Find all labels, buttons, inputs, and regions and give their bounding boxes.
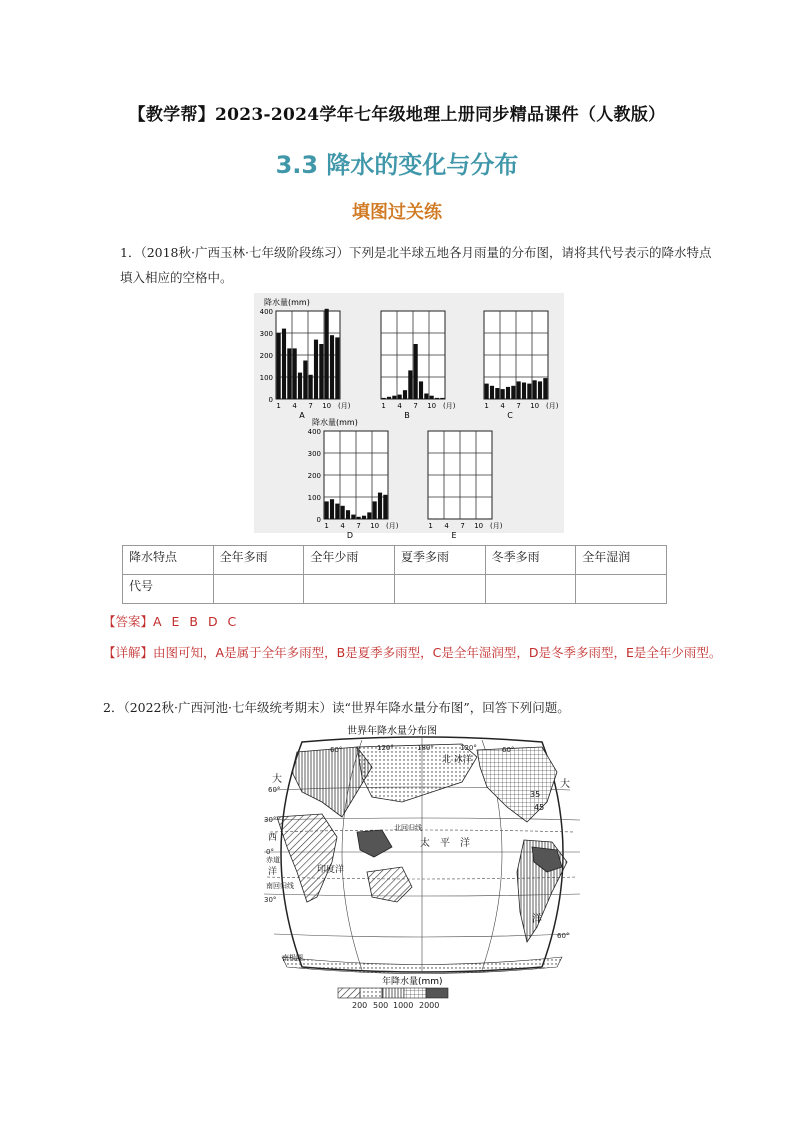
chart-E [428,431,503,540]
chart-bar [330,499,334,519]
answer-text: A E B D C [153,614,240,629]
chart-ylabel: 降水量(mm) [312,418,358,427]
chart-bar [325,501,329,519]
table-cell: 夏季多雨 [394,546,485,575]
chart-bar [287,348,291,399]
label-da-right: 大 [560,779,570,790]
table-cell: 代号 [123,575,214,604]
chart-bar [414,344,418,399]
chart-letter-label: E [451,531,457,540]
label-antarctic: 南极圈 [282,954,303,962]
chart-bar [373,501,377,519]
legend-swatch [360,988,382,998]
chart-x-tick: 4 [397,402,402,410]
table-row-codes [123,575,667,604]
lon-label: 60° [502,746,515,754]
chart-bar [303,361,307,400]
label-35: 35 [530,790,541,799]
chart-bar [533,380,537,399]
chart-bar [309,375,313,399]
legend-swatches [338,988,448,998]
chart-A [260,297,351,420]
label-yang: 洋 [268,867,278,877]
label-chidao: 赤道 [266,856,280,864]
chart-x-tick: 10 [427,402,437,410]
chart-bar [282,329,286,399]
chart-xlabel: (月) [386,522,399,530]
chart-x-tick: 1 [324,522,329,530]
legend-value: 500 [373,1001,389,1010]
legend-value: 2000 [419,1001,440,1010]
chart-bar [351,515,355,519]
chart-xlabel: (月) [490,522,503,530]
chart-x-tick: 10 [322,402,332,410]
answer-table [122,545,667,604]
lesson-title: 3.3 降水的变化与分布 [275,151,519,179]
lon-label: 120° [377,744,394,752]
chart-bar [543,378,547,399]
chart-C [484,311,559,420]
chart-bar [341,506,345,519]
label-da-left: 大 [272,774,282,785]
table-cell-blank[interactable] [213,575,304,604]
chart-x-tick: 7 [413,402,418,410]
table-cell: 全年多雨 [213,546,304,575]
chart-bar [346,510,350,519]
lon-label: 60° [330,746,343,754]
chart-bar [527,384,531,399]
chart-bar [408,370,412,399]
chart-bar [398,395,402,399]
chart-bar [335,504,339,519]
chart-bar [362,516,366,519]
label-tropic-n: 北回归线 [394,824,422,832]
chart-x-tick: 1 [276,402,281,410]
chart-tick-label: 200 [259,352,273,360]
chart-x-tick: 7 [516,402,521,410]
chart-bar [314,340,318,399]
chart-bar [378,493,382,519]
chart-bar [293,348,297,399]
chart-x-tick: 1 [381,402,386,410]
table-cell-blank[interactable] [576,575,667,604]
lat-label: 30° [264,816,277,824]
chart-letter-label: D [346,531,354,540]
chart-x-tick: 4 [340,522,345,530]
legend-swatch [404,988,426,998]
chart-bar [485,384,489,399]
question-2: 2．（2022秋·广西河池·七年级统考期末）读“世界年降水量分布图”，回答下列问题。 [103,700,570,715]
chart-x-tick: 4 [444,522,449,530]
chart-tick-label: 0 [268,396,273,404]
chart-xlabel: (月) [338,402,351,410]
chart-bar [367,512,371,519]
chart-bar [501,389,505,399]
table-cell-blank[interactable] [485,575,576,604]
chart-bar [440,398,444,399]
chart-xlabel: (月) [546,402,559,410]
charts-svg [254,293,564,540]
chart-bar [506,387,510,399]
table-cell: 全年少雨 [304,546,395,575]
label-yang-right: 洋 [532,914,542,925]
label-tropic-s: 南回归线 [266,882,294,890]
document-header: 【教学帮】2023-2024学年七年级地理上册同步精品课件（人教版） [128,105,666,125]
map-title: 世界年降水量分布图 [347,726,437,737]
chart-x-tick: 7 [356,522,361,530]
chart-bar [424,394,428,400]
chart-bar [298,373,302,399]
chart-x-tick: 7 [460,522,465,530]
lon-label: 180° [417,744,434,752]
label-45: 45 [534,803,545,812]
legend-value: 1000 [393,1001,414,1010]
table-row-features [123,546,667,575]
chart-bar [319,344,323,399]
lat-label: 0° [266,848,274,856]
chart-bar [490,386,494,399]
detail-explanation [103,640,723,666]
legend-swatch [338,988,360,998]
label-west: 西 [268,833,278,843]
label-pacific: 太 平 洋 [420,838,470,849]
detail-tag: 【详解】 [103,645,154,660]
chart-x-tick: 10 [370,522,380,530]
legend-title: 年降水量(mm) [382,977,443,987]
chart-bar [517,381,521,399]
table-cell: 全年湿润 [576,546,667,575]
chart-bar [330,335,334,399]
chart-B [381,311,456,420]
chart-x-tick: 1 [428,522,433,530]
chart-bar [387,397,391,399]
legend-value: 200 [352,1001,368,1010]
chart-letter-label: C [507,411,513,420]
chart-tick-label: 400 [259,308,273,316]
chart-bar [419,381,423,399]
chart-tick-label: 400 [307,428,321,436]
chart-bar [335,337,339,399]
legend-swatch [382,988,404,998]
label-arctic: 北 冰洋 [442,755,472,765]
table-cell: 降水特点 [123,546,214,575]
chart-bar [277,333,281,399]
chart-x-tick: 4 [500,402,505,410]
chart-bar [430,396,434,399]
answer-line [103,612,239,630]
question-1: 1．（2018秋·广西玉林·七年级阶段练习）下列是北半球五地各月雨量的分布图，请将其代号表示的降水特点填入相应的空格中。 [120,245,712,285]
lat-label: 30° [264,896,277,904]
lat-label: 60° [557,932,570,940]
chart-ylabel: 降水量(mm) [264,298,310,307]
table-cell: 冬季多雨 [485,546,576,575]
chart-bar [325,309,329,399]
chart-bar [403,390,407,399]
section-title: 填图过关练 [352,202,442,223]
chart-bar [357,517,361,519]
table-cell-blank[interactable] [394,575,485,604]
chart-x-tick: 4 [292,402,297,410]
chart-bar [383,495,387,519]
chart-bar [511,386,515,399]
chart-tick-label: 0 [316,516,321,524]
chart-bar [435,398,439,399]
lat-label: 60° [268,786,281,794]
chart-xlabel: (月) [443,402,456,410]
chart-bar [382,398,386,399]
detail-text: 由图可知，A是属于全年多雨型，B是夏季多雨型，C是全年湿润型，D是冬季多雨型，E是全年少雨型。 [153,645,722,660]
world-precipitation-map [262,722,582,1012]
label-indian: 印度洋 [317,865,345,875]
chart-D [308,417,399,540]
chart-bar [392,396,396,399]
chart-tick-label: 300 [259,330,273,338]
chart-tick-label: 100 [259,374,273,382]
chart-letter-label: B [404,411,410,420]
chart-x-tick: 1 [484,402,489,410]
chart-bar [538,381,542,399]
legend-swatch [426,988,448,998]
chart-bar [522,383,526,400]
chart-x-tick: 7 [308,402,313,410]
map-svg [262,722,582,1012]
chart-tick-label: 300 [307,450,321,458]
chart-x-tick: 10 [474,522,484,530]
chart-tick-label: 200 [307,472,321,480]
chart-bar [495,388,499,399]
chart-letter-label: A [299,411,305,420]
precipitation-charts [254,293,564,540]
answer-tag: 【答案】 [103,614,154,629]
chart-x-tick: 10 [530,402,540,410]
table-cell-blank[interactable] [304,575,395,604]
lon-label: 120° [460,744,477,752]
chart-tick-label: 100 [307,494,321,502]
